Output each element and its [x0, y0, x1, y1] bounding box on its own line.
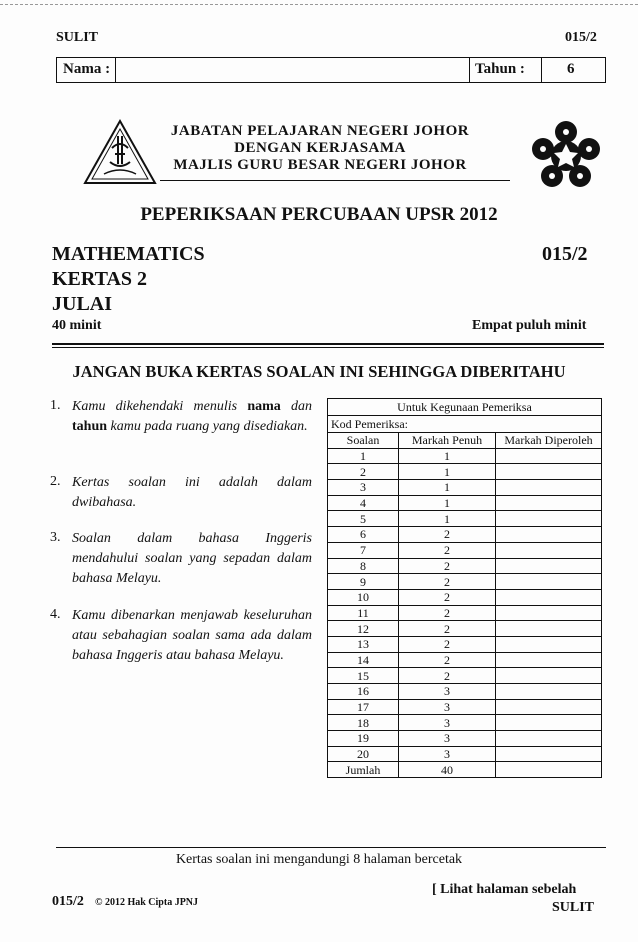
top-dashed-line: [0, 4, 638, 5]
examiner-code-field[interactable]: Kod Pemeriksa:: [328, 416, 602, 433]
question-number: 14: [328, 652, 399, 668]
nama-field[interactable]: [117, 58, 521, 82]
subject-name: MATHEMATICS: [52, 243, 205, 265]
full-mark: 1: [399, 511, 496, 527]
obtained-mark-field[interactable]: [496, 684, 602, 700]
full-mark: 3: [399, 731, 496, 747]
exam-month: JULAI: [52, 293, 113, 315]
obtained-mark-field[interactable]: [496, 746, 602, 762]
full-mark: 2: [399, 652, 496, 668]
copyright: © 2012 Hak Cipta JPNJ: [95, 897, 199, 908]
full-mark: 1: [399, 448, 496, 464]
full-mark: 2: [399, 621, 496, 637]
question-number: 17: [328, 699, 399, 715]
total-value: 40: [399, 762, 496, 778]
obtained-mark-field[interactable]: [496, 668, 602, 684]
total-obtained-field[interactable]: [496, 762, 602, 778]
full-mark: 2: [399, 589, 496, 605]
question-number: 9: [328, 574, 399, 590]
table-row: [328, 574, 602, 590]
divider-thin: [52, 347, 604, 348]
question-number: 18: [328, 715, 399, 731]
full-mark: 2: [399, 527, 496, 543]
obtained-mark-field[interactable]: [496, 480, 602, 496]
full-mark: 2: [399, 636, 496, 652]
next-page-note: [ Lihat halaman sebelah: [432, 882, 577, 897]
table-row: [328, 684, 602, 700]
sulit-label-bottom: SULIT: [552, 900, 595, 915]
question-number: 4: [328, 495, 399, 511]
organizer-line-3: MAJLIS GURU BESAR NEGERI JOHOR: [173, 157, 467, 173]
full-mark: 3: [399, 715, 496, 731]
table-row: [328, 668, 602, 684]
name-year-box: [56, 57, 606, 83]
divider-thick: [52, 343, 604, 345]
table-row: [328, 652, 602, 668]
question-number: 12: [328, 621, 399, 637]
instruction-2-num: 2.: [50, 474, 61, 489]
table-row: [328, 746, 602, 762]
question-number: 19: [328, 731, 399, 747]
question-number: 16: [328, 684, 399, 700]
question-number: 15: [328, 668, 399, 684]
table-row: [328, 448, 602, 464]
obtained-mark-field[interactable]: [496, 699, 602, 715]
full-mark: 2: [399, 574, 496, 590]
question-number: 10: [328, 589, 399, 605]
obtained-mark-field[interactable]: [496, 731, 602, 747]
table-row: [328, 731, 602, 747]
flower-emblem-logo: [528, 118, 604, 194]
table-row: [328, 621, 602, 637]
organizer-line-2: DENGAN KERJASAMA: [234, 140, 406, 156]
full-mark: 2: [399, 542, 496, 558]
instruction-4-num: 4.: [50, 607, 61, 622]
footer-rule: [56, 847, 606, 848]
paper-number: KERTAS 2: [52, 268, 148, 290]
obtained-mark-field[interactable]: [496, 495, 602, 511]
subject-code: 015/2: [542, 243, 588, 265]
pages-note: Kertas soalan ini mengandungi 8 halaman bercetak: [175, 852, 463, 867]
instruction-3-num: 3.: [50, 530, 61, 545]
table-row: [328, 511, 602, 527]
obtained-mark-field[interactable]: [496, 605, 602, 621]
instruction-4: Kamu dibenarkan menjawab keseluruhan atau sebahagian soalan sama ada dalam bahasa Inggeris atau bahasa Melayu.: [72, 608, 312, 663]
jpnj-crest-logo: [82, 118, 158, 186]
table-row: [328, 495, 602, 511]
full-mark: 1: [399, 495, 496, 511]
obtained-mark-field[interactable]: [496, 448, 602, 464]
obtained-mark-field[interactable]: [496, 652, 602, 668]
sulit-label-top: SULIT: [56, 30, 99, 45]
full-mark: 3: [399, 684, 496, 700]
table-row: [328, 589, 602, 605]
col-header-markah-diperoleh: Markah Diperoleh: [496, 433, 602, 449]
instruction-1: Kamu dikehendaki menulis nama dan tahun kamu pada ruang yang disediakan.: [72, 399, 313, 434]
obtained-mark-field[interactable]: [496, 636, 602, 652]
full-mark: 2: [399, 668, 496, 684]
question-number: 3: [328, 480, 399, 496]
question-number: 1: [328, 448, 399, 464]
obtained-mark-field[interactable]: [496, 558, 602, 574]
table-row: [328, 715, 602, 731]
instruction-3: Soalan dalam bahasa Inggeris mendahului soalan yang sepadan dalam bahasa Melayu.: [72, 531, 312, 586]
paper-code-top: 015/2: [565, 30, 597, 45]
question-number: 2: [328, 464, 399, 480]
organizer-underline: [160, 180, 510, 181]
col-header-soalan: Soalan: [328, 433, 399, 449]
table-row: [328, 542, 602, 558]
table-row: [328, 699, 602, 715]
obtained-mark-field[interactable]: [496, 464, 602, 480]
question-number: 6: [328, 527, 399, 543]
question-number: 5: [328, 511, 399, 527]
full-mark: 2: [399, 558, 496, 574]
tahun-label: Tahun :: [475, 61, 525, 77]
organizer-line-1: JABATAN PELAJARAN NEGERI JOHOR: [170, 123, 470, 139]
tahun-field[interactable]: 6: [567, 61, 575, 77]
footer-code: 015/2: [52, 894, 84, 909]
full-mark: 1: [399, 464, 496, 480]
examiner-marks-table: [327, 398, 602, 778]
duration-label: 40 minit: [52, 318, 102, 333]
instruction-1-num: 1.: [50, 398, 61, 413]
question-number: 7: [328, 542, 399, 558]
full-mark: 2: [399, 605, 496, 621]
table-row: [328, 636, 602, 652]
question-number: 20: [328, 746, 399, 762]
full-mark: 3: [399, 699, 496, 715]
obtained-mark-field[interactable]: [496, 589, 602, 605]
col-header-markah-penuh: Markah Penuh: [399, 433, 496, 449]
full-mark: 1: [399, 480, 496, 496]
obtained-mark-field[interactable]: [496, 574, 602, 590]
obtained-mark-field[interactable]: [496, 715, 602, 731]
warning-text: JANGAN BUKA KERTAS SOALAN INI SEHINGGA DIBERITAHU: [72, 362, 566, 381]
obtained-mark-field[interactable]: [496, 542, 602, 558]
obtained-mark-field[interactable]: [496, 511, 602, 527]
full-mark: 3: [399, 746, 496, 762]
question-number: 13: [328, 636, 399, 652]
nama-label: Nama :: [63, 61, 111, 77]
obtained-mark-field[interactable]: [496, 527, 602, 543]
table-row: [328, 464, 602, 480]
exam-title: PEPERIKSAAN PERCUBAAN UPSR 2012: [140, 204, 498, 225]
table-row: [328, 527, 602, 543]
obtained-mark-field[interactable]: [496, 621, 602, 637]
duration-words: Empat puluh minit: [472, 318, 587, 333]
total-label: Jumlah: [328, 762, 399, 778]
question-number: 8: [328, 558, 399, 574]
question-number: 11: [328, 605, 399, 621]
table-row: [328, 558, 602, 574]
total-row: [328, 762, 602, 778]
table-row: [328, 480, 602, 496]
table-row: [328, 605, 602, 621]
instruction-2: Kertas soalan ini adalah dalam dwibahasa.: [72, 475, 312, 510]
table-title: Untuk Kegunaan Pemeriksa: [328, 399, 602, 416]
